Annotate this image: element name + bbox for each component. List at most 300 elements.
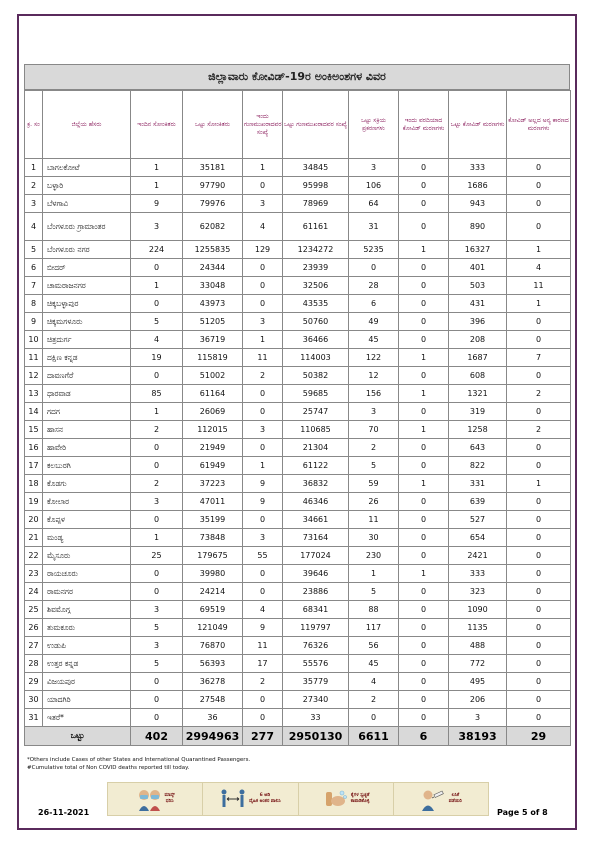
table-row xyxy=(25,439,571,457)
row-number: 29 xyxy=(25,673,43,691)
row-value: 0 xyxy=(131,511,183,529)
row-value: 112015 xyxy=(183,421,243,439)
district-name: ದಕ್ಷಿಣ ಕನ್ನಡ xyxy=(43,349,131,367)
row-value: 61164 xyxy=(183,385,243,403)
table-row xyxy=(25,367,571,385)
row-number: 26 xyxy=(25,619,43,637)
row-number: 24 xyxy=(25,583,43,601)
col-header-total-cases: ಒಟ್ಟು ಸೋಂಕಿತರು xyxy=(183,91,243,159)
row-value: 30 xyxy=(349,529,399,547)
row-value: 115819 xyxy=(183,349,243,367)
district-name: ಗದಗ xyxy=(43,403,131,421)
row-value: 206 xyxy=(449,691,507,709)
row-value: 21304 xyxy=(283,439,349,457)
row-number: 20 xyxy=(25,511,43,529)
row-value: 45 xyxy=(349,331,399,349)
table-row xyxy=(25,565,571,583)
district-name: ಬೆಳಗಾವಿ xyxy=(43,195,131,213)
district-name: ಬಳ್ಳಾರಿ xyxy=(43,177,131,195)
safety-banner xyxy=(107,782,489,816)
table-row xyxy=(25,493,571,511)
row-number: 5 xyxy=(25,241,43,259)
row-value: 23939 xyxy=(283,259,349,277)
footnotes xyxy=(27,756,250,772)
row-value: 24344 xyxy=(183,259,243,277)
row-value: 0 xyxy=(399,457,449,475)
row-value: 0 xyxy=(507,709,571,727)
table-row xyxy=(25,159,571,177)
row-value: 76870 xyxy=(183,637,243,655)
row-number: 15 xyxy=(25,421,43,439)
row-value: 3 xyxy=(131,213,183,241)
row-value: 68341 xyxy=(283,601,349,619)
row-number: 19 xyxy=(25,493,43,511)
total-value: 2950130 xyxy=(283,727,349,746)
table-title: ಜಿಲ್ಲಾವಾರು ಕೋವಿಡ್-19ರ ಅಂಕಿಅಂಶಗಳ ವಿವರ xyxy=(24,64,570,90)
row-value: 26 xyxy=(349,493,399,511)
total-value: 6611 xyxy=(349,727,399,746)
row-value: 97790 xyxy=(183,177,243,195)
row-value: 890 xyxy=(449,213,507,241)
row-value: 33 xyxy=(283,709,349,727)
row-value: 43535 xyxy=(283,295,349,313)
row-value: 1 xyxy=(131,403,183,421)
district-name: ಚಿಕ್ಕಬಳ್ಳಾಪುರ xyxy=(43,295,131,313)
row-value: 2 xyxy=(507,421,571,439)
district-name: ಕಲಬುರಗಿ xyxy=(43,457,131,475)
handwash-icon xyxy=(322,786,348,812)
row-value: 3 xyxy=(349,403,399,421)
row-value: 401 xyxy=(449,259,507,277)
row-value: 0 xyxy=(507,691,571,709)
table-row xyxy=(25,601,571,619)
row-value: 76326 xyxy=(283,637,349,655)
row-value: 129 xyxy=(243,241,283,259)
row-value: 0 xyxy=(399,619,449,637)
row-value: 3 xyxy=(131,637,183,655)
banner-vaccine-text: ಲಸಿಕೆ ಪಡೆಯಿರಿ xyxy=(448,793,462,804)
district-name: ರಾಯಚೂರು xyxy=(43,565,131,583)
row-value: 11 xyxy=(507,277,571,295)
row-value: 0 xyxy=(507,367,571,385)
district-name: ರಾಮನಗರ xyxy=(43,583,131,601)
row-value: 95998 xyxy=(283,177,349,195)
row-value: 179675 xyxy=(183,547,243,565)
row-value: 2 xyxy=(507,385,571,403)
row-value: 39646 xyxy=(283,565,349,583)
row-value: 0 xyxy=(399,493,449,511)
row-value: 3 xyxy=(349,159,399,177)
row-value: 1 xyxy=(131,277,183,295)
table-row xyxy=(25,313,571,331)
row-value: 26069 xyxy=(183,403,243,421)
row-value: 2 xyxy=(243,367,283,385)
row-value: 1 xyxy=(399,475,449,493)
row-value: 2 xyxy=(131,475,183,493)
row-number: 14 xyxy=(25,403,43,421)
totals-row xyxy=(25,727,571,746)
col-header-sl-no: ಕ್ರ. ಸಂ xyxy=(25,91,43,159)
row-value: 0 xyxy=(243,565,283,583)
row-number: 7 xyxy=(25,277,43,295)
row-value: 2 xyxy=(243,673,283,691)
row-value: 78969 xyxy=(283,195,349,213)
row-value: 24214 xyxy=(183,583,243,601)
district-name: ಉಡುಪಿ xyxy=(43,637,131,655)
table-row xyxy=(25,421,571,439)
row-number: 9 xyxy=(25,313,43,331)
row-value: 2421 xyxy=(449,547,507,565)
row-value: 608 xyxy=(449,367,507,385)
row-number: 18 xyxy=(25,475,43,493)
row-value: 50760 xyxy=(283,313,349,331)
row-value: 31 xyxy=(349,213,399,241)
district-name: ಚಿತ್ರದುರ್ಗ xyxy=(43,331,131,349)
row-value: 2 xyxy=(349,691,399,709)
row-value: 0 xyxy=(399,637,449,655)
row-value: 0 xyxy=(131,259,183,277)
table-row xyxy=(25,403,571,421)
row-value: 0 xyxy=(399,709,449,727)
row-value: 34845 xyxy=(283,159,349,177)
row-value: 73164 xyxy=(283,529,349,547)
row-value: 0 xyxy=(399,259,449,277)
row-value: 1234272 xyxy=(283,241,349,259)
row-value: 32506 xyxy=(283,277,349,295)
row-value: 36719 xyxy=(183,331,243,349)
district-name: ಬೆಂಗಳೂರು ನಗರ xyxy=(43,241,131,259)
row-value: 51205 xyxy=(183,313,243,331)
row-number: 2 xyxy=(25,177,43,195)
col-header-today-recovered: ಇಂದು ಗುಣಮುಖರಾದವರ ಸಂಖ್ಯೆ xyxy=(243,91,283,159)
district-name: ತುಮಕೂರು xyxy=(43,619,131,637)
row-value: 333 xyxy=(449,159,507,177)
row-value: 23886 xyxy=(283,583,349,601)
row-number: 10 xyxy=(25,331,43,349)
row-number: 8 xyxy=(25,295,43,313)
table-row xyxy=(25,637,571,655)
row-value: 4 xyxy=(243,213,283,241)
row-number: 4 xyxy=(25,213,43,241)
row-value: 11 xyxy=(243,349,283,367)
row-value: 0 xyxy=(507,159,571,177)
row-value: 0 xyxy=(507,565,571,583)
row-value: 1 xyxy=(243,331,283,349)
district-name: ದಾವಣಗೆರೆ xyxy=(43,367,131,385)
table-row xyxy=(25,583,571,601)
row-value: 0 xyxy=(399,439,449,457)
row-value: 0 xyxy=(399,367,449,385)
row-value: 7 xyxy=(507,349,571,367)
row-value: 0 xyxy=(131,583,183,601)
row-number: 27 xyxy=(25,637,43,655)
row-value: 0 xyxy=(507,195,571,213)
footnote-others: *Others include Cases of other States and International Quarantined Passengers. xyxy=(27,757,251,763)
table-row xyxy=(25,295,571,313)
vaccine-icon xyxy=(420,786,446,812)
row-value: 323 xyxy=(449,583,507,601)
row-value: 0 xyxy=(349,259,399,277)
row-value: 0 xyxy=(507,673,571,691)
col-header-district: ಜಿಲ್ಲೆಯ ಹೆಸರು xyxy=(43,91,131,159)
row-value: 106 xyxy=(349,177,399,195)
row-value: 0 xyxy=(507,213,571,241)
row-value: 0 xyxy=(349,709,399,727)
banner-mask-text: ಮಾಸ್ಕ್ ಧರಿಸಿ xyxy=(164,793,175,804)
row-value: 9 xyxy=(243,619,283,637)
table-row xyxy=(25,331,571,349)
district-name: ವಿಜಯಪುರ xyxy=(43,673,131,691)
banner-distance-text: 6 ಅಡಿ ದೈಹಿಕ ಅಂತರ ಪಾಲಿಸಿ xyxy=(249,793,281,804)
row-value: 56393 xyxy=(183,655,243,673)
row-value: 0 xyxy=(243,403,283,421)
row-value: 1687 xyxy=(449,349,507,367)
row-value: 45 xyxy=(349,655,399,673)
row-value: 5235 xyxy=(349,241,399,259)
row-value: 503 xyxy=(449,277,507,295)
row-number: 3 xyxy=(25,195,43,213)
table-row xyxy=(25,277,571,295)
row-value: 1 xyxy=(399,349,449,367)
row-value: 1686 xyxy=(449,177,507,195)
row-value: 0 xyxy=(507,457,571,475)
row-value: 85 xyxy=(131,385,183,403)
row-value: 11 xyxy=(349,511,399,529)
row-value: 1255835 xyxy=(183,241,243,259)
row-value: 0 xyxy=(399,277,449,295)
table-row xyxy=(25,177,571,195)
row-value: 0 xyxy=(399,511,449,529)
row-value: 1 xyxy=(131,159,183,177)
row-value: 0 xyxy=(131,457,183,475)
row-value: 27340 xyxy=(283,691,349,709)
row-value: 643 xyxy=(449,439,507,457)
col-header-today-cases: ಇಂದಿನ ಸೋಂಕಿತರು xyxy=(131,91,183,159)
row-value: 3 xyxy=(243,421,283,439)
row-value: 0 xyxy=(507,511,571,529)
row-value: 3 xyxy=(243,195,283,213)
table-row xyxy=(25,213,571,241)
totals-label: ಒಟ್ಟು xyxy=(25,727,131,746)
district-name: ಮೈಸೂರು xyxy=(43,547,131,565)
row-value: 36466 xyxy=(283,331,349,349)
district-name: ಕೊಡಗು xyxy=(43,475,131,493)
row-value: 943 xyxy=(449,195,507,213)
row-value: 12 xyxy=(349,367,399,385)
row-value: 0 xyxy=(243,177,283,195)
row-value: 114003 xyxy=(283,349,349,367)
row-value: 0 xyxy=(243,295,283,313)
row-value: 4 xyxy=(243,601,283,619)
row-value: 27548 xyxy=(183,691,243,709)
row-value: 19 xyxy=(131,349,183,367)
banner-distance xyxy=(203,783,298,815)
row-value: 0 xyxy=(131,295,183,313)
row-value: 3 xyxy=(449,709,507,727)
row-value: 4 xyxy=(349,673,399,691)
row-value: 527 xyxy=(449,511,507,529)
row-value: 59 xyxy=(349,475,399,493)
row-value: 0 xyxy=(131,673,183,691)
row-value: 0 xyxy=(243,583,283,601)
row-value: 11 xyxy=(243,637,283,655)
table-row xyxy=(25,259,571,277)
col-header-today-deaths: ಇಂದು ವರದಿಯಾದ ಕೋವಿಡ್ ಮರಣಗಳು xyxy=(399,91,449,159)
table-row xyxy=(25,349,571,367)
district-name: ಬೀದರ್ xyxy=(43,259,131,277)
row-value: 0 xyxy=(507,583,571,601)
district-name: ಯಾದಗಿರಿ xyxy=(43,691,131,709)
footnote-non-covid: #Cumulative total of Non COVID deaths reported till today. xyxy=(27,765,190,771)
row-value: 9 xyxy=(243,475,283,493)
row-value: 0 xyxy=(507,331,571,349)
row-value: 55576 xyxy=(283,655,349,673)
row-value: 822 xyxy=(449,457,507,475)
row-number: 31 xyxy=(25,709,43,727)
row-value: 0 xyxy=(507,403,571,421)
row-value: 25747 xyxy=(283,403,349,421)
district-name: ಬೆಂಗಳೂರು ಗ್ರಾಮಾಂತರ xyxy=(43,213,131,241)
row-value: 61161 xyxy=(283,213,349,241)
row-value: 73848 xyxy=(183,529,243,547)
row-number: 13 xyxy=(25,385,43,403)
mask-people-icon xyxy=(136,786,162,812)
row-value: 3 xyxy=(243,313,283,331)
row-value: 0 xyxy=(507,529,571,547)
row-value: 639 xyxy=(449,493,507,511)
row-value: 208 xyxy=(449,331,507,349)
total-value: 29 xyxy=(507,727,571,746)
row-value: 319 xyxy=(449,403,507,421)
row-value: 0 xyxy=(131,565,183,583)
row-value: 0 xyxy=(399,691,449,709)
row-number: 25 xyxy=(25,601,43,619)
row-value: 1 xyxy=(507,475,571,493)
row-value: 4 xyxy=(507,259,571,277)
row-number: 30 xyxy=(25,691,43,709)
row-value: 0 xyxy=(399,159,449,177)
row-value: 1 xyxy=(507,295,571,313)
row-value: 4 xyxy=(131,331,183,349)
row-value: 156 xyxy=(349,385,399,403)
row-value: 2 xyxy=(131,421,183,439)
row-value: 1135 xyxy=(449,619,507,637)
row-number: 12 xyxy=(25,367,43,385)
district-name: ಹಾವೇರಿ xyxy=(43,439,131,457)
row-value: 0 xyxy=(507,655,571,673)
row-value: 56 xyxy=(349,637,399,655)
row-value: 0 xyxy=(243,385,283,403)
report-date: 26-11-2021 xyxy=(38,808,90,817)
row-value: 55 xyxy=(243,547,283,565)
row-number: 17 xyxy=(25,457,43,475)
row-value: 16327 xyxy=(449,241,507,259)
row-value: 70 xyxy=(349,421,399,439)
row-number: 16 xyxy=(25,439,43,457)
table-row xyxy=(25,511,571,529)
col-header-total-recovered: ಒಟ್ಟು ಗುಣಮುಖರಾದವರ ಸಂಖ್ಯೆ xyxy=(283,91,349,159)
district-name: ಚಾಮರಾಜನಗರ xyxy=(43,277,131,295)
row-value: 5 xyxy=(349,583,399,601)
row-value: 122 xyxy=(349,349,399,367)
district-name: ಮಂಡ್ಯ xyxy=(43,529,131,547)
row-value: 1258 xyxy=(449,421,507,439)
row-value: 79976 xyxy=(183,195,243,213)
row-value: 36 xyxy=(183,709,243,727)
row-value: 488 xyxy=(449,637,507,655)
header-row xyxy=(25,91,571,159)
row-value: 177024 xyxy=(283,547,349,565)
row-value: 47011 xyxy=(183,493,243,511)
row-number: 28 xyxy=(25,655,43,673)
row-value: 1 xyxy=(243,159,283,177)
district-name: ಉತ್ತರ ಕನ್ನಡ xyxy=(43,655,131,673)
row-value: 0 xyxy=(243,511,283,529)
row-value: 1 xyxy=(399,241,449,259)
row-value: 117 xyxy=(349,619,399,637)
row-value: 1 xyxy=(399,385,449,403)
table-row xyxy=(25,655,571,673)
table-row xyxy=(25,619,571,637)
row-value: 5 xyxy=(131,655,183,673)
row-value: 0 xyxy=(399,177,449,195)
row-value: 3 xyxy=(131,493,183,511)
row-value: 0 xyxy=(243,259,283,277)
district-name: ಶಿವಮೊಗ್ಗ xyxy=(43,601,131,619)
row-value: 0 xyxy=(399,547,449,565)
row-value: 0 xyxy=(399,529,449,547)
banner-handwash-text: ಕೈಗಳ ಸ್ವಚ್ಛತೆ ಕಾಪಾಡಿಕೊಳ್ಳಿ xyxy=(350,793,370,804)
row-value: 1 xyxy=(399,565,449,583)
row-value: 36832 xyxy=(283,475,349,493)
row-value: 0 xyxy=(399,313,449,331)
row-value: 59685 xyxy=(283,385,349,403)
row-value: 0 xyxy=(399,655,449,673)
table-row xyxy=(25,709,571,727)
banner-mask xyxy=(108,783,203,815)
district-name: ಹಾಸನ xyxy=(43,421,131,439)
row-value: 495 xyxy=(449,673,507,691)
row-number: 22 xyxy=(25,547,43,565)
banner-handwash xyxy=(299,783,394,815)
row-value: 9 xyxy=(243,493,283,511)
row-value: 5 xyxy=(131,619,183,637)
col-header-non-covid-deaths: ಕೋವಿಡ್ ಅಲ್ಲದ ಅನ್ಯ ಕಾರಣದ ಮರಣಗಳು xyxy=(507,91,571,159)
row-value: 39980 xyxy=(183,565,243,583)
district-name: ಚಿಕ್ಕಮಗಳೂರು xyxy=(43,313,131,331)
row-value: 0 xyxy=(399,403,449,421)
row-value: 0 xyxy=(243,439,283,457)
row-value: 0 xyxy=(399,331,449,349)
row-number: 6 xyxy=(25,259,43,277)
total-value: 277 xyxy=(243,727,283,746)
banner-vaccine xyxy=(394,783,488,815)
row-number: 23 xyxy=(25,565,43,583)
table-row xyxy=(25,475,571,493)
row-value: 64 xyxy=(349,195,399,213)
total-value: 2994963 xyxy=(183,727,243,746)
row-value: 431 xyxy=(449,295,507,313)
row-value: 333 xyxy=(449,565,507,583)
district-covid-table xyxy=(24,90,571,746)
row-value: 0 xyxy=(131,709,183,727)
row-value: 0 xyxy=(507,439,571,457)
row-value: 5 xyxy=(349,457,399,475)
row-value: 2 xyxy=(349,439,399,457)
row-value: 17 xyxy=(243,655,283,673)
row-value: 0 xyxy=(243,277,283,295)
row-value: 0 xyxy=(399,195,449,213)
